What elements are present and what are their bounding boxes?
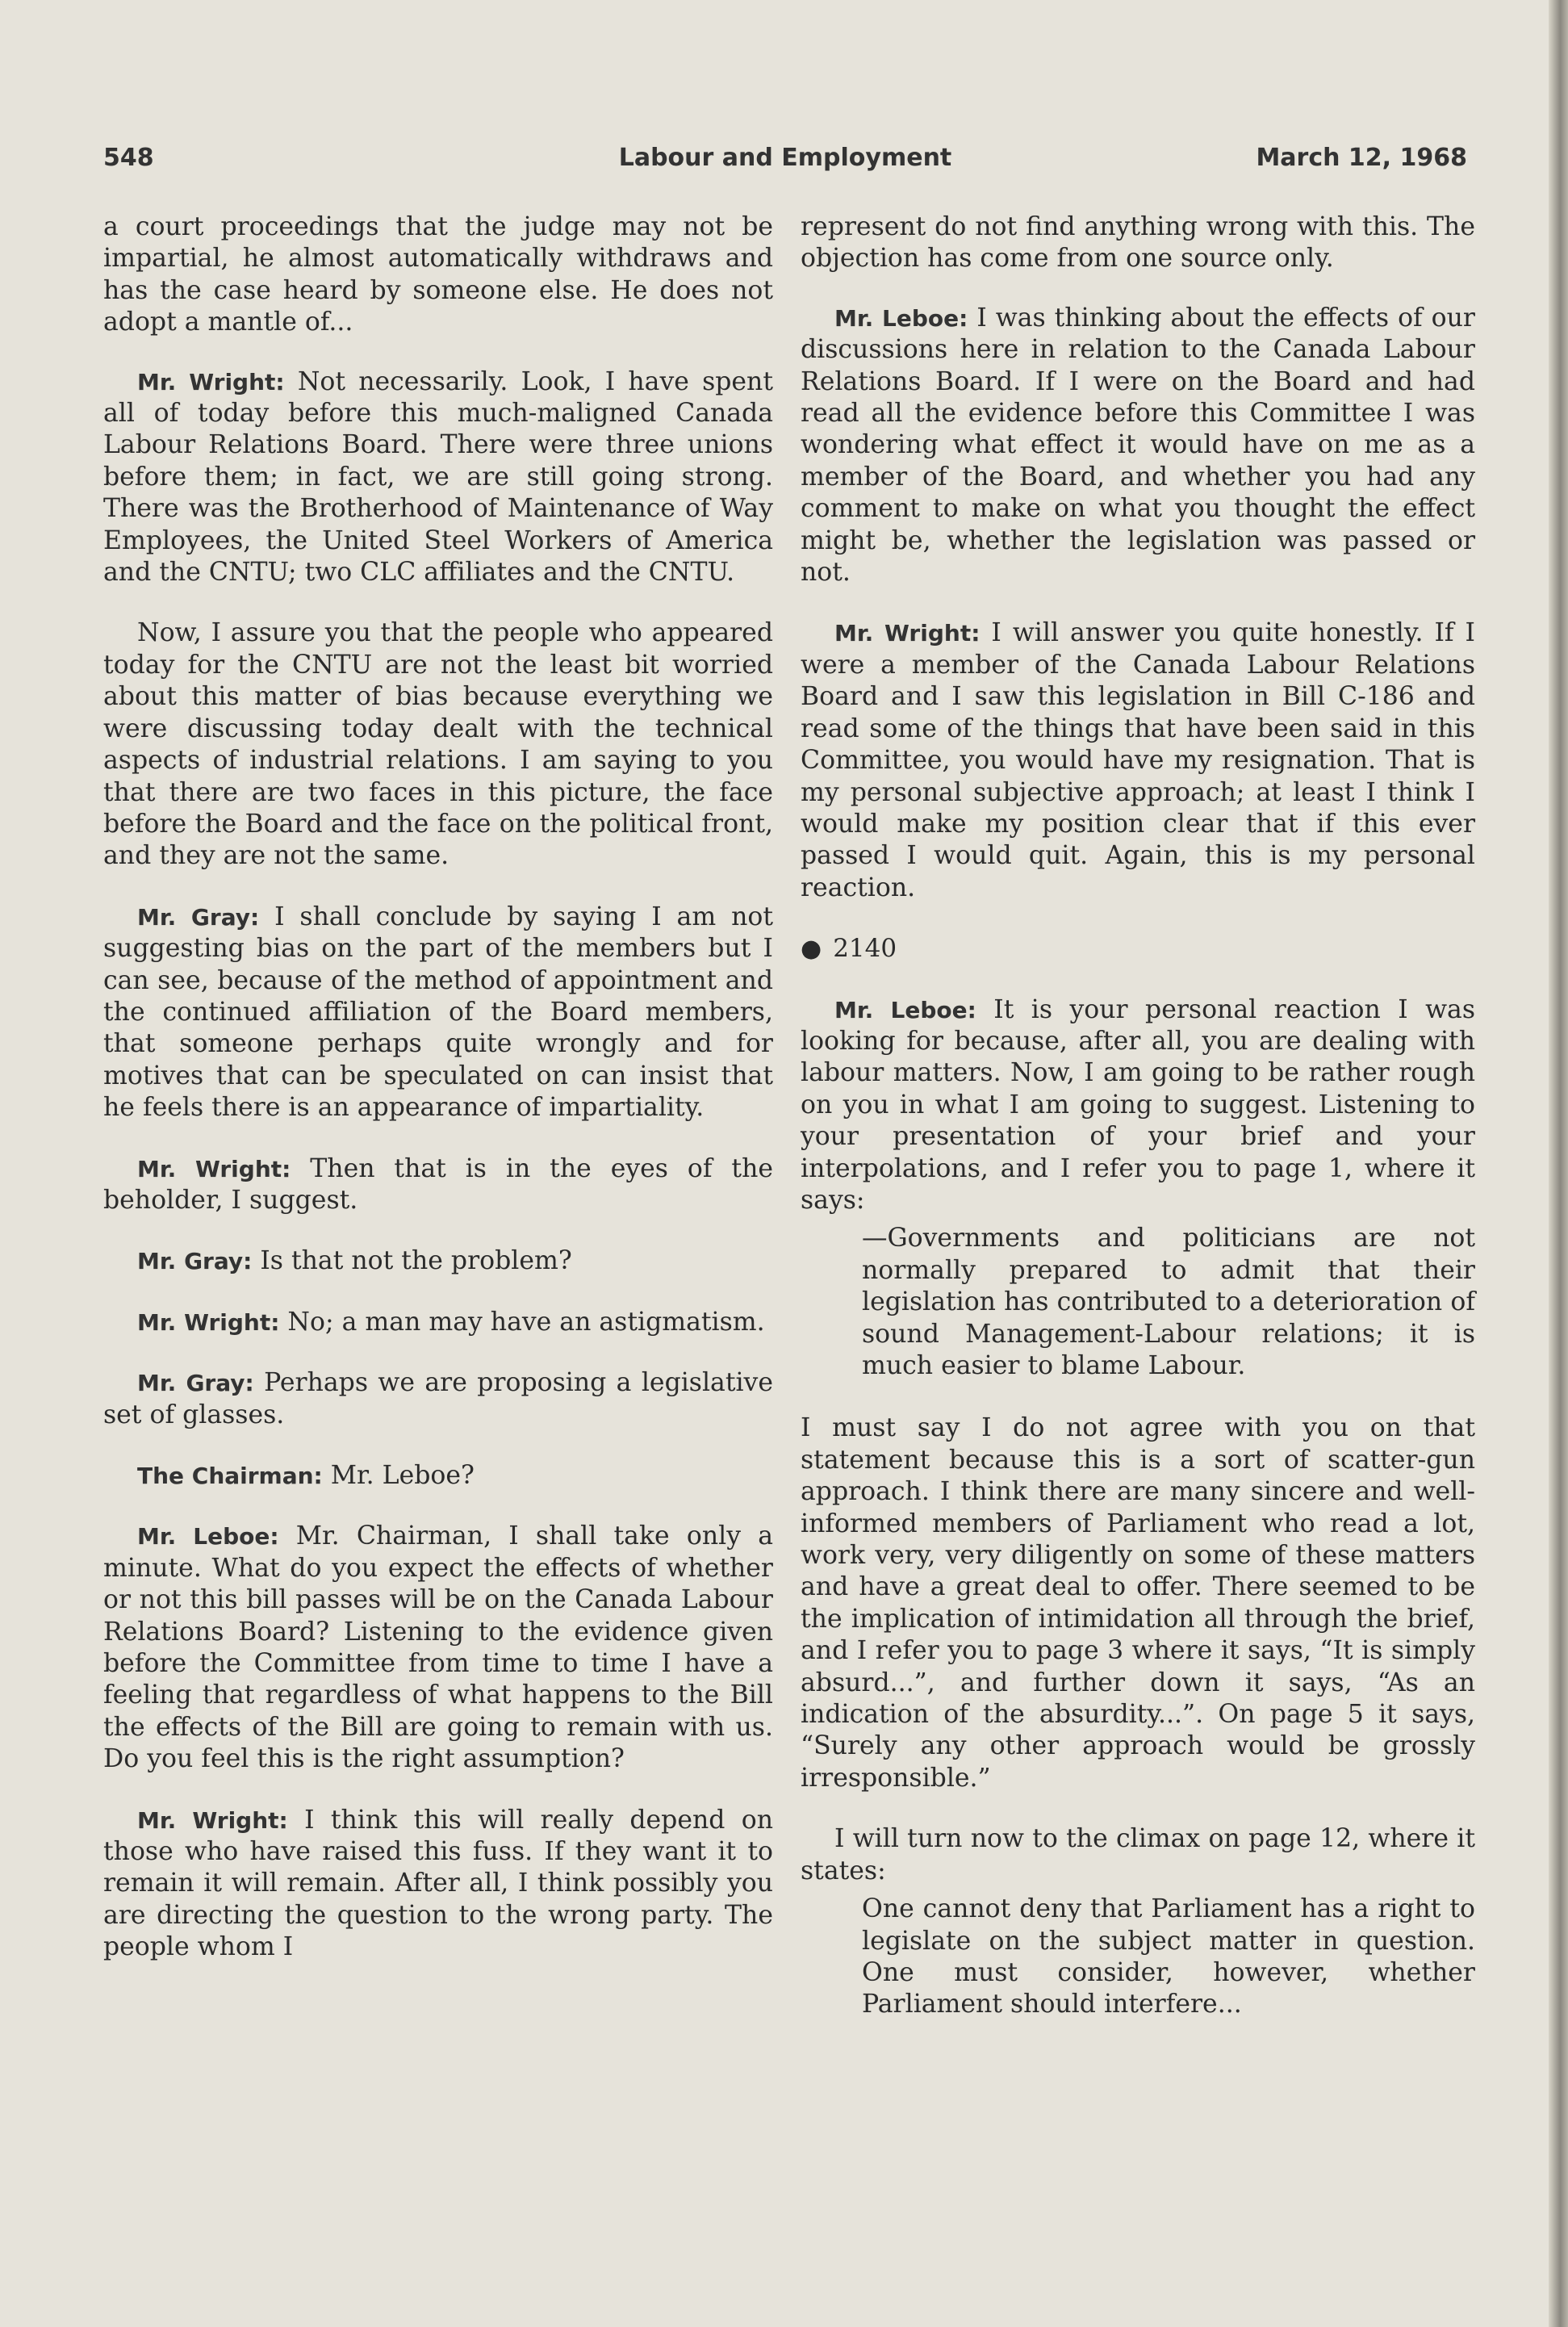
speech	[103, 366, 773, 589]
speaker: Mr. Leboe:	[834, 304, 968, 332]
speech-text: Is that not the problem?	[252, 1246, 572, 1276]
speech	[801, 303, 1475, 589]
bullet-icon: ●	[801, 935, 822, 964]
speaker: The Chairman:	[137, 1463, 323, 1489]
speaker: Mr. Leboe:	[834, 996, 976, 1023]
speech	[103, 1521, 773, 1775]
speaker: Mr. Leboe:	[137, 1523, 279, 1551]
speech	[801, 994, 1475, 1217]
speech-text: Mr. Leboe?	[322, 1461, 475, 1490]
page-edge	[1549, 0, 1568, 2327]
speech	[103, 1805, 773, 1964]
speech	[103, 1460, 773, 1492]
right-column	[801, 211, 1475, 2052]
speaker: Mr. Gray:	[137, 1248, 253, 1275]
block-quote: —Governments and politicians are not normally prepared to admit that their legislation has contributed to a deterioration of sound Management-Labour relations; it is much easier to blame Labour.	[862, 1224, 1475, 1380]
speech-text: Mr. Chairman, I shall take only a minute. What do you expect the effects of whether or not this bill passes will be on the Canada Labour Relations Board? Listening to the evidence given before the Committee from time to time I have a feeling that regardless of what happens to the Bill the effects of the Bill are going to remain with us. Do you feel this is the right assumption?	[103, 1521, 773, 1774]
speaker: Mr. Wright:	[137, 1806, 288, 1834]
paragraph: Now, I assure you that the people who appeared today for the CNTU are not the least bit worried about this matter of bias because everything we were discussing today dealt with the technical aspects of industrial relations. I am saying to you that there are two faces in this picture, the face before the Board and the face on the political front, and they are not the same.	[103, 618, 773, 871]
speaker: Mr. Wright:	[834, 620, 981, 647]
speech-text: Perhaps we are proposing a legislative set of glasses.	[103, 1368, 773, 1429]
speech	[103, 1245, 773, 1277]
paragraph: represent do not find anything wrong with this. The objection has come from one source only.	[801, 212, 1475, 274]
speech	[103, 1153, 773, 1217]
time-marker-text: 2140	[833, 934, 897, 964]
speech-text: It is your personal reaction I was looking for because, after all, you are dealing with labour matters. Now, I am going to be rather rough on you in what I am going to suggest. Listening to your presentation of your brief and your interpolations, and I refer you to page 1, where it says:	[801, 994, 1475, 1215]
speech-text: I was thinking about the effects of our discussions here in relation to the Canada Labour Relations Board. If I were on the Board and had read all the evidence before this Committee I was wondering what effect it would have on me as a member of the Board, and whether you had any comment to make on what you thought the effect might be, whether the legislation was passed or not.	[801, 303, 1475, 588]
speech	[801, 617, 1475, 904]
speech	[103, 902, 773, 1124]
speech-text: I shall conclude by saying I am not suggesting bias on the part of the members but I can see, because of the method of appointment and the continued affiliation of the Board members, that someone perhaps quite wrongly and for motives that can be speculated on can insist that he feels there is an appearance of impartiality.	[103, 902, 773, 1123]
speech-text: I will answer you quite honestly. If I were a member of the Canada Labour Relations Board and I saw this legislation in Bill C-186 and read some of the things that have been said in this Committee, you would have my resignation. That is my personal subjective approach; at least I think I would make my position clear that if this ever passed I would quit. Again, this is my personal reaction.	[801, 618, 1475, 902]
speech-text: No; a man may have an astigmatism.	[279, 1307, 765, 1337]
section-title: Labour and Employment	[618, 144, 952, 172]
speaker: Mr. Gray:	[137, 1370, 254, 1397]
left-column	[103, 211, 773, 1993]
page-number: 548	[103, 144, 154, 172]
page-date: March 12, 1968	[1256, 144, 1467, 172]
block-quote: One cannot deny that Parliament has a right to legislate on the subject matter in question. One must consider, however, whether Parliament should interfere...	[862, 1894, 1475, 2019]
paragraph: I will turn now to the climax on page 12, where it states:	[801, 1824, 1475, 1885]
speech-text: Then that is in the eyes of the beholder, I suggest.	[103, 1153, 774, 1215]
speech	[103, 1307, 773, 1338]
speaker: Mr. Wright:	[137, 368, 285, 396]
speaker: Mr. Wright:	[137, 1308, 280, 1336]
speech-text: Not necessarily. Look, I have spent all of today before this much-maligned Canada Labour Relations Board. There were three unions before them; in fact, we are still going strong. There was the Brotherhood of Maintenance of Way Employees, the United Steel Workers of America and the CNTU; two CLC affiliates and the CNTU.	[103, 366, 774, 588]
speech-text: I think this will really depend on those who have raised this fuss. If they want it to remain it will remain. After all, I think possibly you are directing the question to the wrong party. The people whom I	[103, 1805, 774, 1962]
speaker: Mr. Gray:	[137, 903, 260, 931]
speech	[103, 1367, 773, 1431]
page-header	[103, 144, 1467, 184]
speaker: Mr. Wright:	[137, 1155, 291, 1182]
paragraph: I must say I do not agree with you on that statement because this is a sort of scatter-gun approach. I think there are many sincere and well-informed members of Parliament who read a lot, work very, very diligently on some of these matters and have a great deal to offer. There seemed to be the implication of intimidation all through the brief, and I refer you to page 3 where it says, “It is simply absurd...”, and further down it says, “As an indication of the absurdity...”. On page 5 it says, “Surely any other approach would be grossly irresponsible.”	[801, 1413, 1475, 1793]
paragraph: a court proceedings that the judge may not be impartial, he almost automatically withdraws and has the case heard by someone else. He does not adopt a mantle of...	[103, 212, 773, 337]
time-marker	[801, 933, 1475, 965]
